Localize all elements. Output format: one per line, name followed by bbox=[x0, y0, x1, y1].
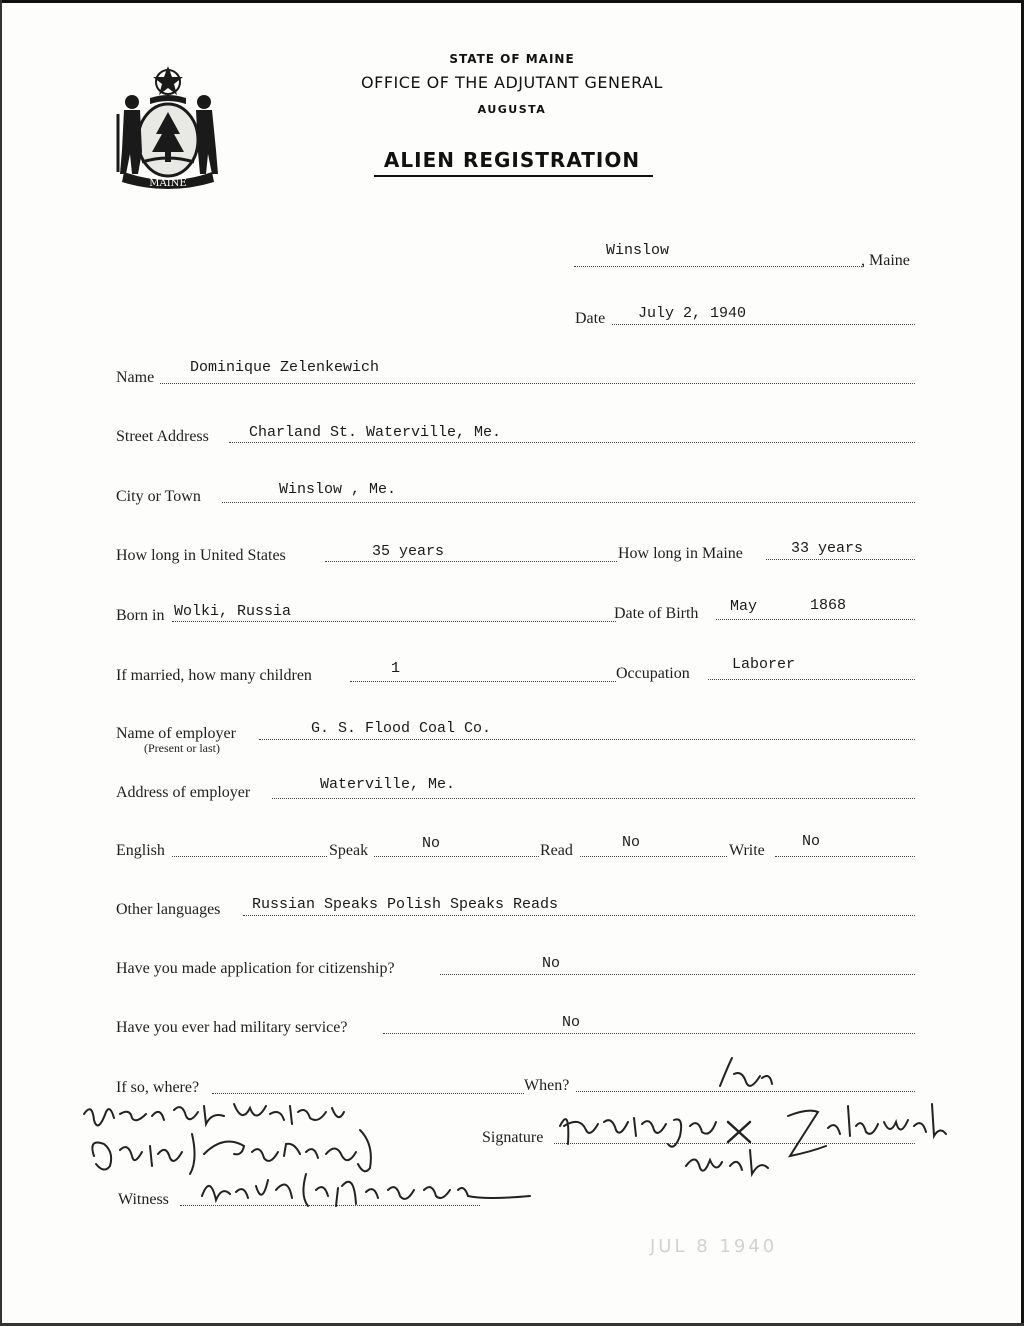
witness-label: Witness bbox=[118, 1191, 169, 1208]
employer-address-line bbox=[272, 798, 915, 799]
header-city: AUGUSTA bbox=[477, 103, 547, 116]
dob-line bbox=[716, 619, 915, 620]
how-long-us-value: 35 years bbox=[372, 543, 445, 560]
other-languages-line bbox=[243, 915, 915, 916]
place-suffix: , Maine bbox=[861, 252, 910, 269]
city-label: City or Town bbox=[116, 488, 201, 505]
page-border-left bbox=[0, 0, 2, 1326]
children-label: If married, how many children bbox=[116, 667, 312, 684]
page-border-top bbox=[0, 0, 1024, 3]
other-languages-label: Other languages bbox=[116, 901, 221, 918]
employer-name-value: G. S. Flood Coal Co. bbox=[311, 720, 492, 737]
citizenship-value: No bbox=[542, 955, 561, 972]
dob-label: Date of Birth bbox=[614, 605, 699, 622]
born-in-label: Born in bbox=[116, 607, 165, 624]
witness-signature-handwriting bbox=[196, 1166, 532, 1212]
dob-year: 1868 bbox=[810, 597, 847, 614]
date-label: Date bbox=[575, 310, 606, 327]
speak-line bbox=[374, 856, 539, 857]
how-long-maine-label: How long in Maine bbox=[618, 545, 743, 562]
date-value: July 2, 1940 bbox=[638, 305, 747, 322]
born-in-line bbox=[172, 621, 616, 622]
write-value: No bbox=[802, 833, 821, 850]
name-line bbox=[160, 383, 915, 384]
citizenship-line bbox=[440, 974, 915, 975]
date-line bbox=[612, 324, 915, 325]
signature-mark-handwriting bbox=[550, 1056, 950, 1186]
street-address-value: Charland St. Waterville, Me. bbox=[249, 424, 502, 441]
children-value: 1 bbox=[391, 660, 401, 677]
military-label: Have you ever had military service? bbox=[116, 1019, 348, 1036]
title-underline bbox=[374, 175, 653, 177]
how-long-us-line bbox=[325, 561, 617, 562]
street-address-label: Street Address bbox=[116, 428, 209, 445]
employer-address-label: Address of employer bbox=[116, 784, 251, 801]
other-languages-value: Russian Speaks Polish Speaks Reads bbox=[252, 896, 559, 913]
military-value: No bbox=[562, 1014, 581, 1031]
write-label: Write bbox=[729, 842, 765, 859]
occupation-value: Laborer bbox=[732, 656, 796, 673]
children-line bbox=[350, 681, 616, 682]
military-line bbox=[383, 1033, 915, 1034]
born-in-value: Wolki, Russia bbox=[174, 603, 292, 620]
city-line bbox=[222, 502, 915, 503]
employer-name-line bbox=[259, 739, 915, 740]
read-label: Read bbox=[540, 842, 573, 859]
how-long-maine-line bbox=[766, 559, 915, 560]
dob-month: May bbox=[730, 598, 758, 615]
place-value: Winslow bbox=[606, 242, 670, 259]
place-line bbox=[574, 266, 864, 267]
employer-name-label: Name of employer bbox=[116, 725, 236, 742]
write-line bbox=[775, 856, 915, 857]
speak-value: No bbox=[422, 835, 441, 852]
signature-label: Signature bbox=[482, 1129, 544, 1146]
city-value: Winslow , Me. bbox=[279, 481, 397, 498]
how-long-maine-value: 33 years bbox=[791, 540, 864, 557]
received-stamp: JUL 8 1940 bbox=[650, 1236, 778, 1257]
header-office: OFFICE OF THE ADJUTANT GENERAL bbox=[361, 73, 663, 92]
header-state: STATE OF MAINE bbox=[449, 52, 575, 66]
name-label: Name bbox=[116, 369, 155, 386]
english-label: English bbox=[116, 842, 165, 859]
street-address-line bbox=[229, 442, 915, 443]
occupation-line bbox=[708, 679, 915, 680]
svg-text:MAINE: MAINE bbox=[149, 178, 187, 189]
form-title: ALIEN REGISTRATION bbox=[383, 148, 641, 172]
speak-label: Speak bbox=[329, 842, 369, 859]
english-line bbox=[172, 856, 327, 857]
when-label: When? bbox=[524, 1077, 570, 1094]
employer-address-value: Waterville, Me. bbox=[320, 776, 456, 793]
employer-name-sublabel: (Present or last) bbox=[144, 741, 220, 755]
where-label: If so, where? bbox=[116, 1079, 200, 1096]
read-line bbox=[580, 856, 727, 857]
read-value: No bbox=[622, 834, 641, 851]
citizenship-label: Have you made application for citizenship? bbox=[116, 960, 395, 977]
how-long-us-label: How long in United States bbox=[116, 547, 286, 564]
occupation-label: Occupation bbox=[616, 665, 690, 682]
name-value: Dominique Zelenkewich bbox=[190, 359, 380, 376]
